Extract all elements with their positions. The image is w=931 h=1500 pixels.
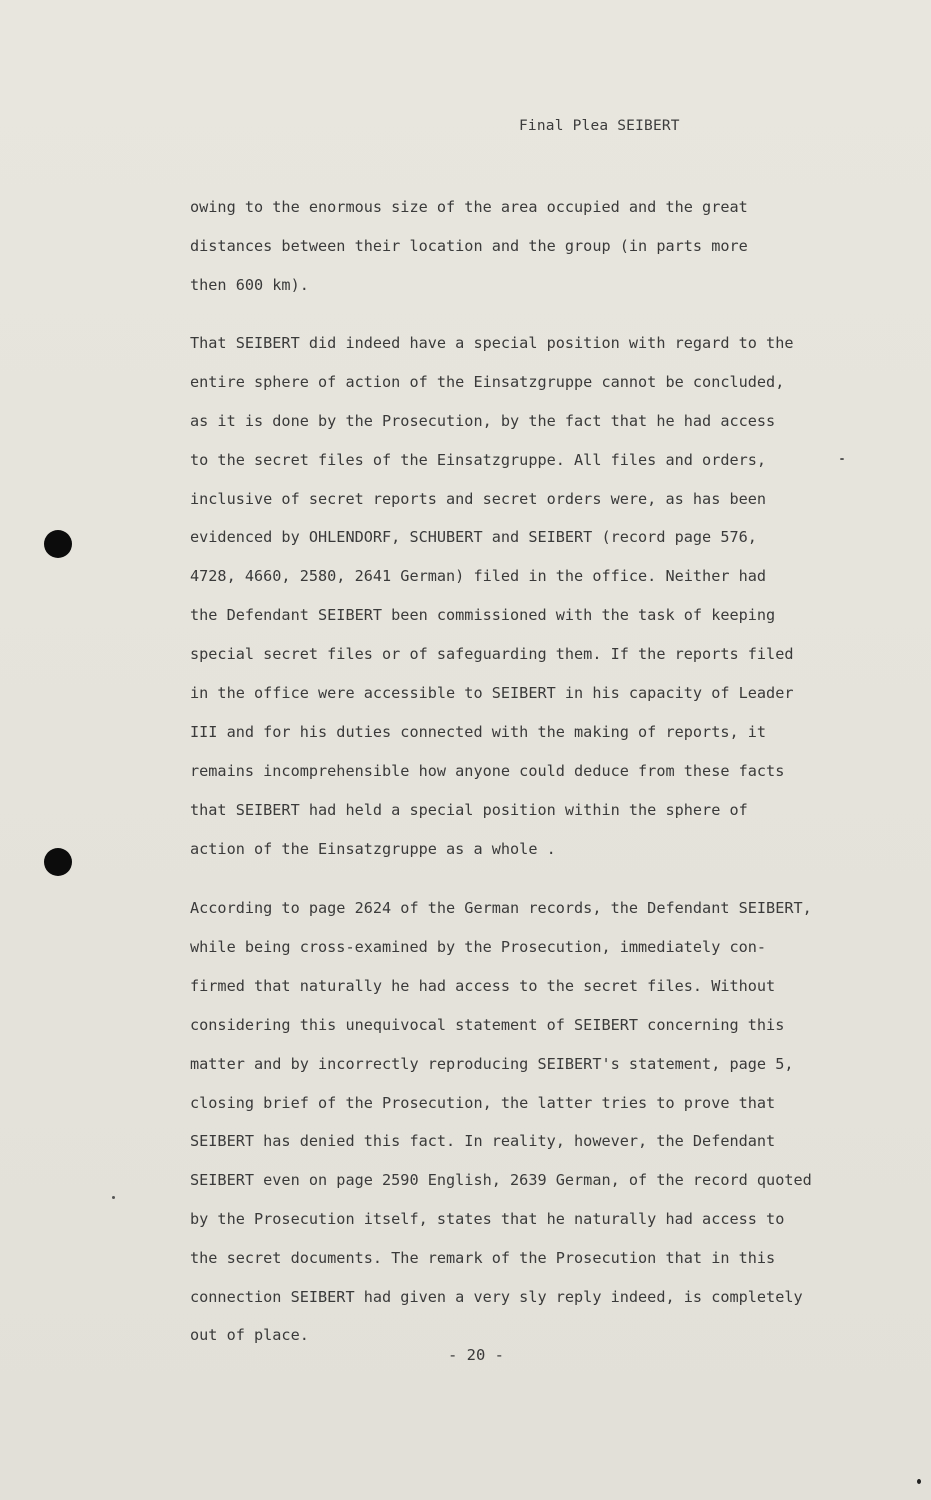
text-line: owing to the enormous size of the area occupied and the great: [190, 198, 748, 216]
text-line: SEIBERT has denied this fact. In reality, however, the Defendant: [190, 1132, 776, 1150]
text-line: in the office were accessible to SEIBERT in his capacity of Leader: [190, 684, 794, 702]
text-line: as it is done by the Prosecution, by the fact that he had access: [190, 412, 776, 430]
text-line: while being cross-examined by the Prosecution, immediately con-: [190, 938, 767, 956]
text-line: considering this unequivocal statement of SEIBERT concerning this: [190, 1016, 785, 1034]
text-line: 4728, 4660, 2580, 2641 German) filed in the office. Neither had: [190, 567, 767, 585]
paper-speck: [840, 458, 844, 460]
text-line: that SEIBERT had held a special position within the sphere of: [190, 801, 748, 819]
paper-speck: [112, 1196, 115, 1199]
text-line: the Defendant SEIBERT been commissioned with the task of keeping: [190, 606, 776, 624]
text-line: the secret documents. The remark of the Prosecution that in this: [190, 1249, 776, 1267]
page-header: Final Plea SEIBERT: [519, 118, 680, 134]
page-number: - 20 -: [448, 1346, 504, 1364]
text-line: distances between their location and the group (in parts more: [190, 237, 748, 255]
paper-speck: [917, 1479, 921, 1484]
text-line: According to page 2624 of the German records, the Defendant SEIBERT,: [190, 899, 812, 917]
text-line: by the Prosecution itself, states that he naturally had access to: [190, 1210, 785, 1228]
text-line: SEIBERT even on page 2590 English, 2639 German, of the record quoted: [190, 1171, 812, 1189]
text-line: matter and by incorrectly reproducing SEIBERT's statement, page 5,: [190, 1055, 794, 1073]
text-line: connection SEIBERT had given a very sly reply indeed, is completely: [190, 1288, 803, 1306]
text-line: special secret files or of safeguarding them. If the reports filed: [190, 645, 794, 663]
text-line: inclusive of secret reports and secret orders were, as has been: [190, 490, 767, 508]
text-line: action of the Einsatzgruppe as a whole .: [190, 840, 556, 858]
text-line: then 600 km).: [190, 276, 309, 294]
text-line: entire sphere of action of the Einsatzgruppe cannot be concluded,: [190, 373, 785, 391]
text-line: III and for his duties connected with the making of reports, it: [190, 723, 767, 741]
text-line: closing brief of the Prosecution, the latter tries to prove that: [190, 1094, 776, 1112]
text-line: out of place.: [190, 1326, 309, 1344]
text-line: evidenced by OHLENDORF, SCHUBERT and SEIBERT (record page 576,: [190, 528, 757, 546]
punch-hole: [44, 530, 72, 558]
punch-hole: [44, 848, 72, 876]
text-line: firmed that naturally he had access to the secret files. Without: [190, 977, 776, 995]
text-line: to the secret files of the Einsatzgruppe. All files and orders,: [190, 451, 767, 469]
text-line: remains incomprehensible how anyone could deduce from these facts: [190, 762, 785, 780]
text-line: That SEIBERT did indeed have a special position with regard to the: [190, 334, 794, 352]
